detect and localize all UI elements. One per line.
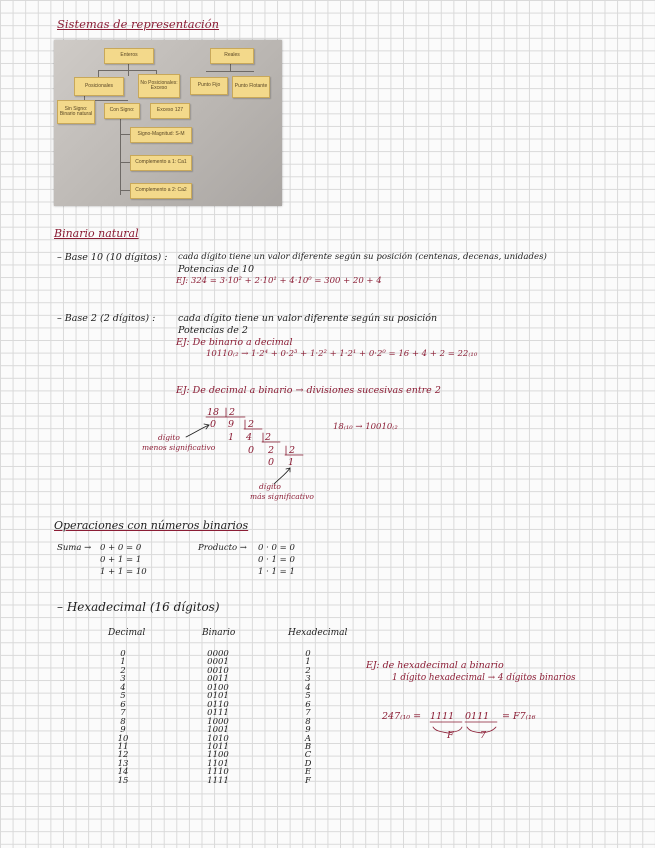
hex-table-binario-cell-1: 0001 xyxy=(207,657,229,668)
hex-table-decimal-cell-4: 4 xyxy=(120,682,126,693)
hex-example-rhs: = F7₍₁₆ xyxy=(502,711,536,722)
hex-table-binario-cell-7: 0111 xyxy=(207,708,229,719)
label-digito-menos: dígito xyxy=(158,433,180,442)
hex-table-hex-cell-14: E xyxy=(304,767,312,778)
box-exceso-127: Exceso 127 xyxy=(150,103,190,119)
box-ca1: Complemento a 1: Ca1 xyxy=(130,155,192,171)
hex-example-f: F xyxy=(447,730,454,741)
hex-example-rule: 1 dígito hexadecimal → 4 dígitos binarios xyxy=(392,673,576,683)
div-2: 2 xyxy=(268,445,275,456)
div-9: 9 xyxy=(228,419,235,430)
hex-table-hex-cell-6: 6 xyxy=(305,699,311,710)
hex-example-7: 7 xyxy=(480,730,487,741)
hex-table-decimal-cell-8: 8 xyxy=(120,716,126,727)
box-punto-flotante: Punto Flotante xyxy=(232,76,270,98)
hex-example-group-2: 0111 xyxy=(465,711,490,722)
div-rem-0c: 0 xyxy=(268,457,275,468)
suma-line-2: 0 + 1 = 1 xyxy=(100,555,142,565)
label-mas-significativo: más significativo xyxy=(250,492,314,501)
base2-example-title: EJ: De binario a decimal xyxy=(176,337,293,348)
hex-table-binario-cell-13: 1101 xyxy=(207,758,229,769)
hex-example-group-1: 1111 xyxy=(430,711,455,722)
hex-table-decimal-cell-3: 3 xyxy=(120,674,126,685)
base10-example: EJ: 324 = 3·10² + 2·10¹ + 4·10⁰ = 300 + 20 + 4 xyxy=(176,276,382,286)
div-4: 4 xyxy=(246,432,253,443)
suma-line-3: 1 + 1 = 10 xyxy=(100,567,147,577)
label-digito-mas: dígito xyxy=(259,482,281,491)
div-18: 18 xyxy=(207,407,220,418)
hex-table-decimal-cell-13: 13 xyxy=(117,758,129,769)
dec-to-bin-title: EJ: De decimal a binario → divisiones sucesivas entre 2 xyxy=(176,385,441,396)
underline-strokes xyxy=(186,408,497,736)
hex-table-hex-cell-9: 9 xyxy=(305,725,311,736)
div-divisor-c: 2 xyxy=(265,432,272,443)
hex-table-decimal-cell-15: 15 xyxy=(117,775,129,786)
hex-table-hex-cell-7: 7 xyxy=(305,708,311,719)
div-rem-1a: 1 xyxy=(228,432,235,443)
hex-table-header-binario: Binario xyxy=(202,628,236,638)
box-sin-signo: Sin Signo: Binario natural xyxy=(57,100,95,124)
hex-example-lhs: 247₍₁₀ = xyxy=(382,711,422,722)
hex-table-hex-cell-10: A xyxy=(304,733,312,744)
hex-table-hex-cell-5: 5 xyxy=(305,691,311,702)
hex-table-binario-cell-15: 1111 xyxy=(207,775,229,786)
hex-table-hex-cell-4: 4 xyxy=(305,682,311,693)
hex-table-binario-cell-5: 0101 xyxy=(207,691,229,702)
hex-table-hex-cell-2: 2 xyxy=(305,665,311,676)
hex-table-binario-cell-12: 1100 xyxy=(207,750,229,761)
base2-text: cada dígito tiene un valor diferente según su posición xyxy=(178,313,438,324)
hex-table-decimal-cell-10: 10 xyxy=(117,733,129,744)
hex-table-decimal-cell-5: 5 xyxy=(120,691,126,702)
producto-line-3: 1 · 1 = 1 xyxy=(258,567,295,577)
label-menos-significativo: menos significativo xyxy=(142,443,216,452)
div-rem-0b: 0 xyxy=(248,445,255,456)
arrow-menos-significativo xyxy=(186,425,209,437)
hex-table-decimal-cell-6: 6 xyxy=(120,699,126,710)
base2-potencias: Potencias de 2 xyxy=(178,325,248,336)
page-title: Sistemas de representación xyxy=(57,17,220,31)
producto-line-2: 0 · 1 = 0 xyxy=(258,555,295,565)
arrow-mas-significativo xyxy=(274,468,290,484)
hex-table-hex-cell-0: 0 xyxy=(305,649,311,659)
hex-table-binario-cell-2: 0010 xyxy=(207,665,229,676)
div-divisor-b: 2 xyxy=(248,419,255,430)
base10-potencias: Potencias de 10 xyxy=(178,264,255,275)
suma-line-1: 0 + 0 = 0 xyxy=(100,543,142,553)
box-enteros: Enteros xyxy=(104,48,154,64)
div-divisor-a: 2 xyxy=(229,407,236,418)
hex-table-decimal-cell-0: 0 xyxy=(120,649,126,659)
hex-table-hex-cell-15: F xyxy=(305,775,311,786)
brace-group-1 xyxy=(433,727,462,733)
hex-table-header-decimal: Decimal xyxy=(108,628,146,638)
hex-table-decimal-cell-11: 11 xyxy=(117,741,129,752)
hex-table-header-hexadecimal: Hexadecimal xyxy=(288,628,348,638)
hex-table-binario-cell-6: 0110 xyxy=(207,699,229,710)
section-title-hexadecimal: – Hexadecimal (16 dígitos) xyxy=(57,600,220,614)
base10-label: – Base 10 (10 dígitos) : xyxy=(57,252,168,263)
producto-label: Producto → xyxy=(198,543,247,553)
hex-table-decimal-cell-1: 1 xyxy=(120,657,126,668)
box-ca2: Complemento a 2: Ca2 xyxy=(130,183,192,199)
hex-table-hex-cell-13: D xyxy=(304,758,312,769)
hex-example-title: EJ: de hexadecimal a binario xyxy=(366,660,504,671)
hex-table-binario-cell-3: 0011 xyxy=(207,674,229,685)
div-rem-0a: 0 xyxy=(210,419,217,430)
base2-label: – Base 2 (2 dígitos) : xyxy=(57,313,156,324)
suma-label: Suma → xyxy=(57,543,92,553)
hex-table-hex-cell-11: B xyxy=(304,741,312,752)
hex-table-decimal-cell-2: 2 xyxy=(120,665,126,676)
section-title-binario-natural: Binario natural xyxy=(54,227,139,240)
box-signo-magnitud: Signo-Magnitud: S-M xyxy=(130,127,192,143)
conversion-result: 18₍₁₀ → 10010₍₂ xyxy=(333,422,398,432)
hex-table-binario-cell-9: 1001 xyxy=(207,725,229,736)
div-divisor-d: 2 xyxy=(289,445,296,456)
box-no-posicionales: No Posicionales: Exceso xyxy=(138,74,180,98)
hex-table-decimal-cell-7: 7 xyxy=(120,708,126,719)
hex-table-hex-cell-12: C xyxy=(304,750,312,761)
hex-table-hex-cell-1: 1 xyxy=(305,657,311,668)
section-title-operaciones: Operaciones con números binarios xyxy=(54,519,249,532)
base2-example: 10110₍₂ → 1·2⁴ + 0·2³ + 1·2² + 1·2¹ + 0·2⁰ = 16 + 4 + 2 = 22₍₁₀ xyxy=(206,349,478,359)
hex-table-decimal-cell-14: 14 xyxy=(117,767,129,778)
hex-table-binario-cell-0: 0000 xyxy=(207,649,229,659)
base10-text: cada dígito tiene un valor diferente según su posición (centenas, decenas, unidades) xyxy=(178,252,547,262)
box-con-signo: Con Signo: xyxy=(104,103,140,119)
hex-table-hex-cell-8: 8 xyxy=(305,716,311,727)
producto-line-1: 0 · 0 = 0 xyxy=(258,543,295,553)
brace-group-2 xyxy=(467,727,496,733)
hex-table-binario-cell-11: 1011 xyxy=(207,741,229,752)
box-reales: Reales xyxy=(210,48,254,64)
hex-table-binario-cell-14: 1110 xyxy=(207,767,229,778)
hex-table-binario-cell-10: 1010 xyxy=(207,733,229,744)
hex-table-decimal-cell-12: 12 xyxy=(117,750,129,761)
hex-table-decimal-cell-9: 9 xyxy=(120,725,126,736)
hex-table-binario-cell-8: 1000 xyxy=(207,716,229,727)
div-quot-1: 1 xyxy=(288,457,295,468)
box-punto-fijo: Punto Fijo xyxy=(190,77,228,95)
hex-table-binario-cell-4: 0100 xyxy=(207,682,229,693)
box-posicionales: Posicionales xyxy=(74,77,124,96)
hex-table-hex-cell-3: 3 xyxy=(305,674,311,685)
